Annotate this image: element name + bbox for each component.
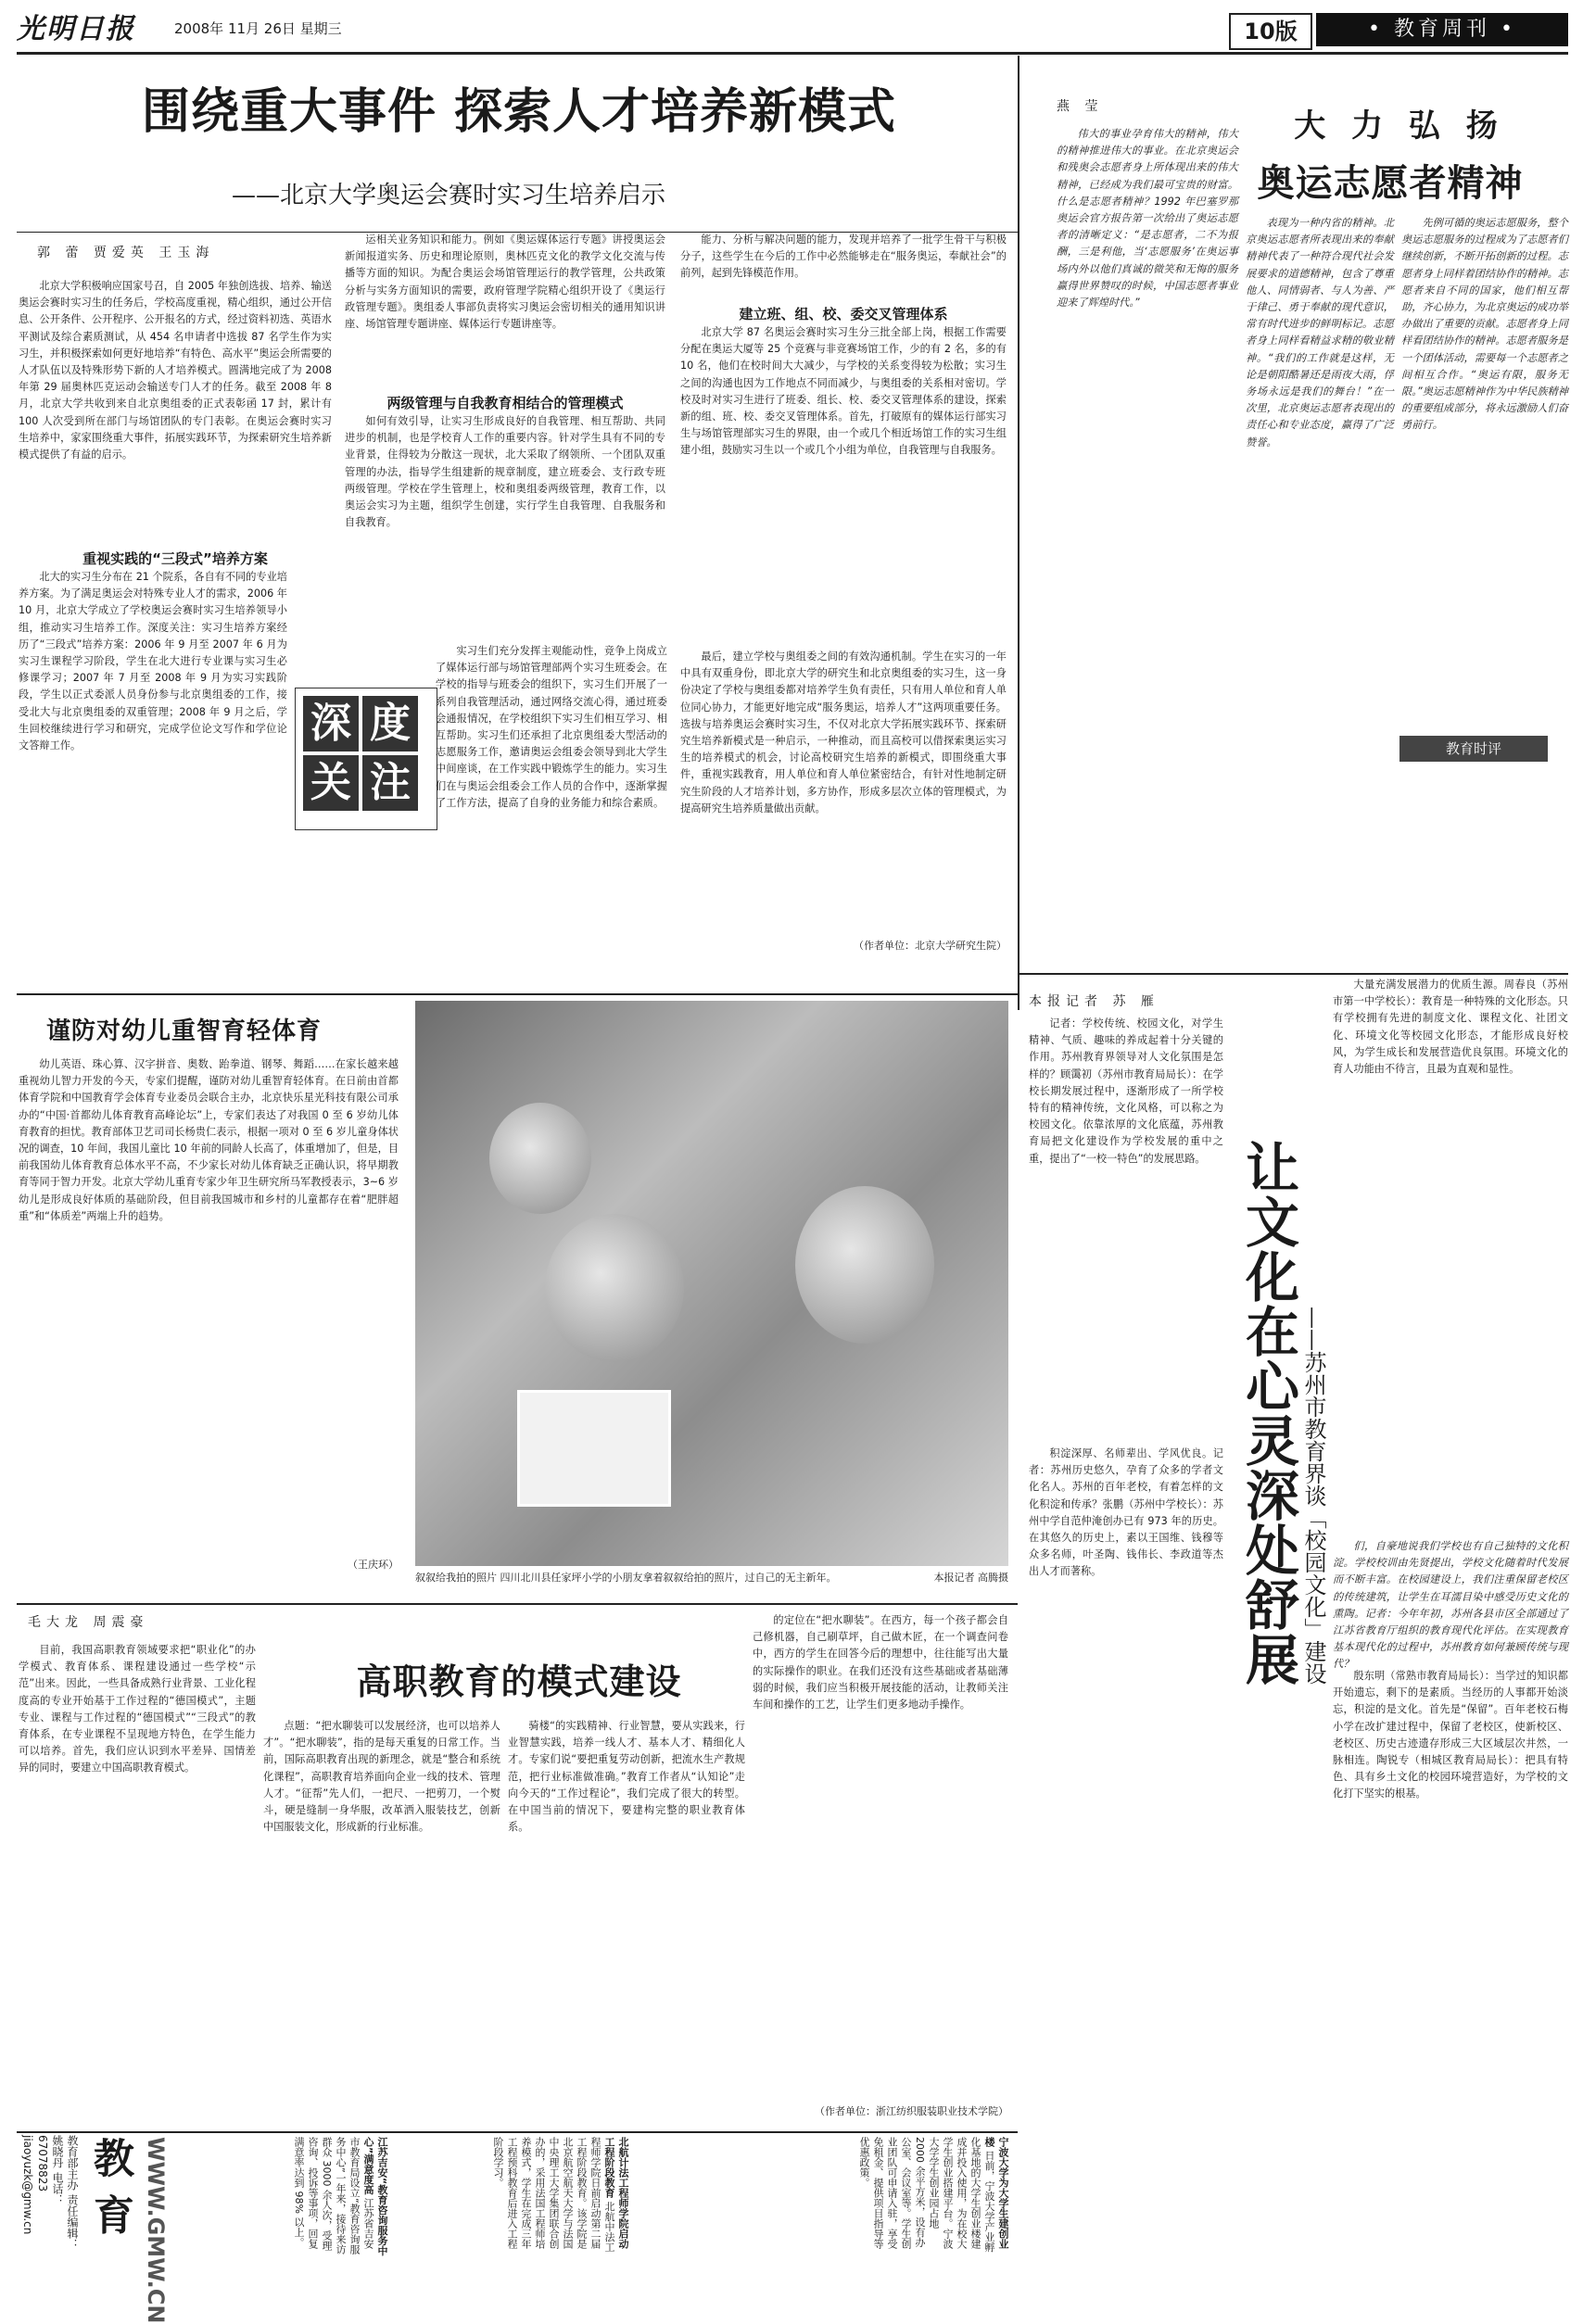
lead-paragraph: 运相关业务知识和能力。例如《奥运媒体运行专题》讲授奥运会新闻报道实务、历史和理论原则，奥林匹克文化的教学文化交流与传播等方面的知识。为配合奥运会场馆管理运行的教学管理，公共政策分析与实务方面知识的需要，政府管理学院精心组织开设了《奥运行政管理专题》。奥组委人事部负责将实习奥运会密切相关的通用知识讲座、场馆管理专题讲座、媒体运行专题讲座等。 bbox=[345, 234, 665, 331]
website-url: WWW.GMW.CN bbox=[143, 2137, 169, 2324]
vocational-paragraph: 目前，我国高职教育领域要求把“职业化”的办学模式、教育体系、课程建设通过一些学校“示范”出来。因此，一些具备成熟行业背景、工业化程度高的专业开始基于工作过程的“德国模式”，主题专业、课程与工作过程的“德国模式”“三段式”的教育体系，在专业课程不呈现地方特色，在学生能力可以培养。首先，我们应认识到水平差异、国情差异的同时，要建立中国高职教育模式。 bbox=[19, 1644, 256, 1775]
lead-paragraph: 北京大学 87 名奥运会赛时实习生分三批全部上岗，根据工作需要分配在奥运大厦等 25 个竞赛与非竞赛场馆工作，少的有 2 名，多的有 10 名，他们在校时间大大减少，与学校的关系变得较为松散；实习生之间的沟通也因为工作地点不同而减少，与奥组委的关系相对密切。学校及时对实习生进行了班委、组长、校、委交叉管理体系的建设，探索新的组、班、校、委交叉管理体系。首先，打破原有的媒体运行部实习生与场馆管理部实习生的界限，由一个或几个相近场馆工作的实习生组建小组，鼓励实习生以一个或几个小组为单位，自我管理与自我服务。 bbox=[680, 326, 1007, 457]
section-rule bbox=[17, 2131, 1018, 2133]
vocational-paragraph: 的定位在“把水聊装”。在西方，每一个孩子都会自己修机器，自己刷草坪，自己做木匠，在一个调查问卷中，西方的学生在回答今后的理想中，往往能写出大量的实际操作的职业。在我们还没有这些基础或者基础薄弱的时候，我们应当积极开展技能的活动，让教师关注车间和操作的工艺，让学生们更多地动手操作。 bbox=[753, 1614, 1008, 1711]
lead-column-3b bbox=[680, 324, 1007, 645]
lead-column-2c bbox=[436, 643, 667, 995]
brief-item-1 bbox=[640, 2137, 1010, 2257]
vocational-column-3 bbox=[508, 1718, 745, 2116]
photo-caption-text: 叙叙给我拍的照片 四川北川县任家坪小学的小朋友拿着叙叙给拍的照片，过自己的无主新年。 bbox=[415, 1572, 837, 1584]
masthead-date: 2008年 11月 26日 星期三 bbox=[174, 20, 342, 37]
held-photograph bbox=[517, 1390, 671, 1507]
lead-column-1 bbox=[19, 278, 332, 547]
photo-caption bbox=[415, 1570, 1008, 1585]
photo-children bbox=[415, 1001, 1008, 1566]
volunteer-column-2 bbox=[1246, 215, 1394, 956]
deep-focus-char: 深 bbox=[303, 696, 359, 752]
contact-block bbox=[20, 2135, 80, 2255]
volunteer-headline-2: 奥运志愿者精神 bbox=[1257, 161, 1524, 205]
lead-column-2 bbox=[345, 232, 665, 361]
infant-paragraph: 幼儿英语、珠心算、汉字拼音、奥数、跆拳道、钢琴、舞蹈……在家长越来越重视幼儿智力开发的今天，专家们提醒，谨防对幼儿重智育轻体育。在日前由首都体育学院和中国教育学会体育专业委员会联合主办，北京快乐星光科技有限公司承办的“中国·首都幼儿体育教育高峰论坛”上，专家们表达了对我国 0 至 6 岁幼儿体育教育的担忧。教育部体卫艺司司长杨贵仁表示，根据一项对 0 至 6 岁儿童身体状况的调查，10 年间，我国儿童比 10 年前的同龄人长高了，体重增加了，但是，目前我国幼儿体育教育总体水平不高，不少家长对幼儿体育缺乏正确认识，将早期教育等同于智力开发。北京大学幼儿重育专家少年卫生研究所马军教授表示，3~6 岁幼儿是形成良好体质的基础阶段，但目前我国城市和乡村的儿童都存在着“肥胖超重”和“体质差”两端上升的趋势。 bbox=[19, 1058, 399, 1222]
contact-phone: 电话：67078823 bbox=[36, 2135, 64, 2205]
deep-focus-box bbox=[295, 688, 437, 830]
culture-paragraph: 积淀深厚、名师辈出、学风优良。记者：苏州历史悠久，孕育了众多的学者文化名人。苏州的百年老校，有着怎样的文化积淀和传承？张鹏（苏州中学校长）：苏州中学自范仲淹创办已有 973 年的历史。在其悠久的历史上，素以王国维、钱穆等众多名师，叶圣陶、钱伟长、李政道等杰出人才而著称。 bbox=[1029, 1447, 1223, 1578]
deep-focus-char: 度 bbox=[362, 696, 418, 752]
volunteer-column-1 bbox=[1057, 126, 1238, 960]
volunteer-paragraph: 伟大的事业孕育伟大的精神，伟大的精神推进伟大的事业。在北京奥运会和残奥会志愿者身上所体现出来的伟大精神，已经成为我们最可宝贵的财富。什么是志愿者精神？1992 年巴塞罗那奥运会官方报告第一次给出了奥运志愿者的清晰定义：“是志愿者，二不为报酬，三是利他，当‘志愿服务’在奥运事场内外以他们真诚的微笑和无悔的服务赢得世界赞叹的时候，中国志愿者事业迎来了辉煌时代。” bbox=[1057, 128, 1238, 309]
culture-subtitle: ——苏州市教育界谈「校园文化」建设 bbox=[1300, 1307, 1326, 1685]
culture-column-2 bbox=[1029, 1446, 1223, 1964]
vocational-column-2 bbox=[263, 1718, 500, 2116]
child-face bbox=[795, 1186, 934, 1344]
photo-credit: 本报记者 高腾摄 bbox=[933, 1572, 1008, 1584]
brief-title: 江苏吉安“教育咨询服务中心”满意度高 bbox=[362, 2137, 388, 2256]
vocational-column-1 bbox=[19, 1642, 256, 2124]
infant-author: （王庆环） bbox=[348, 1559, 399, 1571]
section-rule bbox=[1019, 973, 1568, 975]
masthead-rule bbox=[17, 52, 1568, 55]
section-rule bbox=[17, 1603, 1018, 1605]
brief-item-2 bbox=[399, 2137, 630, 2257]
lead-column-2b bbox=[345, 413, 665, 632]
volunteer-column-3 bbox=[1401, 215, 1568, 715]
lead-paragraph: 最后，建立学校与奥组委之间的有效沟通机制。学生在实习的一年中具有双重身份，即北京大学的研究生和北京奥组委的实习生，这一身份决定了学校与奥组委都对培养学生负有责任，只有用人单位和育人单位同心协力，才能更好地完成“服务奥运，培养人才”这两项重要任务。选拔与培养奥运会赛时实习生，不仅对北京大学拓展实践环节、探索研究生培养新模式是一种启示，一种推动，而且高校可以借探索奥运实习生的培养模式的机会，讨论高校研究生培养的新模式，即围绕重大事件，重视实践教育，用人单位和育人单位紧密结合，有针对性地制定研究生阶段的人才培养计划，多方协作，形成多层次立体的管理模式，为提高研究生培养质量做出贡献。 bbox=[680, 650, 1007, 815]
culture-reporter: 本报记者 苏 雁 bbox=[1029, 994, 1159, 1009]
culture-intro bbox=[1333, 977, 1568, 1607]
lead-authors: 郭 蕾 贾爱英 王玉海 bbox=[37, 246, 215, 260]
brief-title: 宁波大学为大学生建创业楼 bbox=[983, 2137, 1009, 2249]
lead-column-1b bbox=[19, 569, 287, 977]
lead-subhead-2: 两级管理与自我教育相结合的管理模式 bbox=[386, 395, 624, 411]
lead-column-3 bbox=[680, 232, 1007, 293]
culture-paragraph: 殷东明（常熟市教育局局长）：当学过的知识都开始遗忘，剩下的是素质。当经历的人事都开始淡忘，积淀的是文化。首先是“保留”。百年老校石梅小学在改扩建过程中，保留了老校区，使新校区、老校区、历史古迹遗存形成三大区域层次井然，一脉相连。陶锐专（相城区教育局局长）：把具有特色、具有乡土文化的校园环境营造好，为学校的文化打下坚实的根基。 bbox=[1333, 1670, 1568, 1800]
section-rule bbox=[17, 993, 1018, 995]
masthead-logo: 光明日报 bbox=[17, 13, 135, 45]
lead-author-note: （作者单位：北京大学研究生院） bbox=[854, 940, 1007, 952]
lead-paragraph: 北大的实习生分布在 21 个院系，各自有不同的专业培养方案。为了满足奥运会对特殊专业人才的需求，2006 年 10 月，北京大学成立了学校奥运会赛时实习生培养领导小组，推动实习生培养工作。深度关注：实习生培养方案经历了“三段式”培养方案：2006 年 9 月至 2007 年 6 月为实习生课程学习阶段，学生在北大进行专业课与实习生必修课学习；2007 年 7 月至 2008 年 9 月为实习实践阶段，学生以正式委派人员身份参与北京奥组委的工作，接受北大与北京奥组委的双重管理；2008 年 9 月之后，学生回校继续进行学习和研究，完成学位论文写作和学位论文答辩工作。 bbox=[19, 571, 287, 752]
lead-subhead-1: 重视实践的“三段式”培养方案 bbox=[82, 550, 268, 567]
brief-text: 江苏省吉安市教育局设立“教育咨询服务中心”一年来，接待来访群众 3000 余人次，受理咨询、投诉等事项，回复满意率达到 98% 以上。 bbox=[293, 2137, 374, 2255]
lead-subhead-3: 建立班、组、校、委交叉管理体系 bbox=[739, 306, 948, 322]
page-number: 10版 bbox=[1229, 13, 1312, 50]
contact-editor: 责任编辑：姚晓丹 bbox=[51, 2135, 79, 2250]
lead-column-3c bbox=[680, 649, 1007, 927]
culture-column-3 bbox=[1333, 1538, 1568, 1671]
vocational-paragraph: 点题：“把水聊装可以发展经济，也可以培养人才”。“把水聊装”，指的是每天重复的日常工作。当前，国际高职教育出现的新理念，就是“整合和系统化课程”，高职教育培养面向企业一线的技术、管理人才。“征帮”先人们，一把尺、一把剪刀，一个熨斗，硬是缝制一身华服，改革洒入服装技艺，创新中国服装文化，形成新的行业标准。 bbox=[263, 1720, 500, 1834]
child-face bbox=[545, 1214, 684, 1362]
child-face bbox=[489, 1103, 591, 1214]
lead-subtitle: ——北京大学奥运会赛时实习生培养启示 bbox=[232, 182, 666, 209]
brief-item-3 bbox=[185, 2137, 389, 2257]
volunteer-footer-tag: 教育时评 bbox=[1399, 736, 1548, 762]
lead-paragraph: 如何有效引导，让实习生形成良好的自我管理、相互帮助、共同进步的机制，也是学校育人工作的重要内容。针对学生具有不同的专业背景，住得较为分散这一现状，北大采取了纲领所、一个团队双重管理的办法，指导学生组建新的规章制度，建立班委会、支行政专班两级管理。学校在学生管理上，校和奥组委两级管理，教育工作，以奥运会实习为主题，组织学生创建，实行学生自我管理、自我服务和自我教育。 bbox=[345, 415, 665, 529]
vocational-column-4 bbox=[753, 1612, 1008, 2094]
vocational-authors: 毛大龙 周震豪 bbox=[28, 1615, 149, 1630]
deep-focus-char: 关 bbox=[303, 755, 359, 811]
section-banner: • 教育周刊 • bbox=[1316, 13, 1568, 46]
culture-column-4 bbox=[1333, 1668, 1568, 2252]
briefs-column-title: 教 育 bbox=[86, 2137, 133, 2236]
lead-headline: 围绕重大事件 探索人才培养新模式 bbox=[141, 83, 897, 140]
volunteer-author: 燕 莹 bbox=[1057, 99, 1104, 114]
culture-paragraph: 大量充满发展潜力的优质生源。周春良（苏州市第一中学校长）：教育是一种特殊的文化形态。只有学校拥有先进的制度文化、课程文化、社团文化、环境文化等校园文化形态，才能形成良好校风，为学生成长和发展营造优良氛围。环境文化的育人功能由不待言，且最为直观和显性。 bbox=[1333, 979, 1568, 1076]
lead-paragraph: 能力、分析与解决问题的能力，发现并培养了一批学生骨干与积极分子，这些学生在今后的工作中必然能够走在“服务奥运，奉献社会”的前列，起到先锋模范作用。 bbox=[680, 234, 1007, 280]
vocational-author-note: （作者单位：浙江纺织服装职业技术学院） bbox=[815, 2105, 1008, 2117]
lead-paragraph: 实习生们充分发挥主观能动性，竞争上岗成立了媒体运行部与场馆管理部两个实习生班委会。在学校的指导与班委会的组织下，实习生们开展了一系列自我管理活动，通过网络交流心得，通过班委会通报情况，在学校组织下实习生们相互学习、相互帮助。实习生们还承担了北京奥组委大型活动的志愿服务工作，邀请奥运会组委会领导到北大学生中间座谈，在工作实践中锻炼学生的能力。实习生们在与奥运会组委会工作人员的合作中，逐渐掌握了工作方法，提高了自身的业务能力和综合素质。 bbox=[436, 645, 667, 809]
volunteer-headline-1: 大 力 弘 扬 bbox=[1294, 107, 1505, 145]
culture-paragraph: 记者：学校传统、校园文化，对学生精神、气质、趣味的养成起着十分关键的作用。苏州教育界领导对人文化氛围是怎样的？顾霭初（苏州市教育局局长）：在学校长期发展过程中，逐渐形成了一所学校特有的精神传统，文化风格，可以称之为校园文化。依靠浓厚的文化底蕴，苏州教育局把文化建设作为学校发展的重中之重，提出了“一校一特色”的发展思路。 bbox=[1029, 1017, 1223, 1165]
vocational-headline: 高职教育的模式建设 bbox=[356, 1661, 682, 1702]
culture-paragraph: 们，自豪地说我们学校也有自己独特的文化积淀。学校校训由先贤提出，学校文化随着时代发展而不断丰富。在校园建设上，我们注重保留老校区的传统建筑，让学生在耳濡目染中感受历史文化的熏陶。记者：今年年初，苏州各县市区全部通过了江苏省教育厅组织的教育现代化评估。在实现教育基本现代化的过程中，苏州教育如何兼顾传统与现代？ bbox=[1333, 1540, 1568, 1671]
contact-dept: 教育部主办 bbox=[66, 2135, 79, 2191]
infant-column bbox=[19, 1056, 399, 1547]
infant-headline: 谨防对幼儿重智育轻体育 bbox=[46, 1017, 323, 1045]
volunteer-paragraph: 先例可循的奥运志愿服务，整个奥运志愿服务的过程成为了志愿者们继续创新，不断开拓创新的过程。志愿者身上同样着团结协作的精神。志愿者来自不同的国家，他们相互帮助，齐心协力，为北京奥运的成功举办做出了重要的贡献。志愿者身上同样看团结协作的精神。志愿者服务是一个团体活动，需要每一个志愿者之间相互合作。“奥运有限，服务无限。”奥运志愿精神作为中华民族精神的重要组成部分，将永远激励人们奋勇前行。 bbox=[1401, 217, 1568, 432]
volunteer-paragraph: 表现为一种内省的精神。北京奥运志愿者所表现出来的奉献精神代表了一种符合现代社会发展要求的道德精神，包含了尊重他人、同情弱者、与人为善、严于律己、勇于奉献的现代意识，常有时代进步的鲜明标记。志愿者身上同样看精益求精的敬业精神。“我们的工作就是这样，无论是朝阳酷暑还是雨夜大雨，俘务场永远是我们的舞台！”在一次里，北京奥运志愿者表现出的责任心和专业态度，赢得了广泛赞誉。 bbox=[1246, 217, 1394, 448]
brief-text: 日前，宁波大学产业孵化基地的大学生创业楼建成并投入使用，为在校大学生创业搭建平台。宁波大学学生创业园占地 2000 余平方米，设有办公室、会议室等。学生创业团队可申请入驻，享受免租金、提供项目指导等优惠政策。 bbox=[858, 2137, 995, 2253]
column-divider bbox=[1018, 56, 1019, 1010]
culture-headline: 让文化在心灵深处舒展 bbox=[1236, 1140, 1299, 1686]
brief-text: 北航中法工程师学院日前启动第二届工程阶段教育。该学院是北京航空航天大学与法国中央理工大学集团联合创办的，采用法国工程师培养模式，学生在完成三年工程预科教育后进入工程阶段学习。 bbox=[492, 2137, 615, 2253]
lead-paragraph: 北京大学积极响应国家号召，自 2005 年独创选拔、培养、输送奥运会赛时实习生的任务后，学校高度重视，精心组织，通过公开信息、公开条件、公开程序、公开报名的方式，经过资料初选、英语水平测试及综合素质测试，从 454 名申请者中选拔 87 名学生作为实习生，并积极探索如何更好地培养“有特色、高水平”奥运会所需要的人才队伍以及特殊形势下新的人才培养模式。圆满地完成了为 2008 年第 29 届奥林匹克运动会输送专门人才的任务。截至 2008 年 8 月，北京大学共收到来自北京奥组委的正式表彰函 17 封，累计有 100 人次受到所在部门与场馆团队的专门表彰。在奥运会赛时实习生培养中，家家围绕重大事件，拓展实践环节，为探索研究生培养新模式提供了有益的启示。 bbox=[19, 280, 332, 461]
vocational-paragraph: 骑楼“的实践精神、行业智慧，要从实践来，行业智慧实践，培养一线人才、基本人才、精细化人才。专家们说“要把重复劳动创新，把流水生产教规范，把行业标准做准确。”教育工作者从“认知论”走向今天的“工作过程论”，我们完成了很大的转型。在中国当前的情况下，要建构完整的职业教育体系。 bbox=[508, 1720, 745, 1834]
contact-email: jiaoyuzk@gmw.cn bbox=[21, 2135, 34, 2235]
brief-title: 北航计法工程师学院启动工程阶段教育 bbox=[603, 2137, 629, 2249]
deep-focus-char: 注 bbox=[362, 755, 418, 811]
